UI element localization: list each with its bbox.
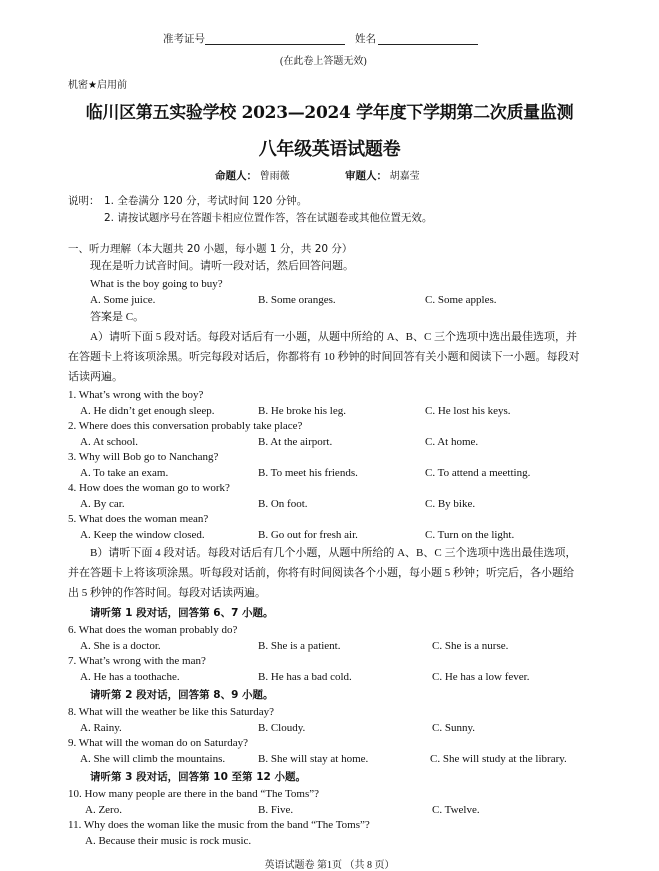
q10-option-c: C. Twelve. bbox=[432, 804, 480, 816]
q3-option-b: B. To meet his friends. bbox=[258, 467, 358, 479]
sample-option-a: A. Some juice. bbox=[90, 294, 156, 306]
q8-option-b: B. Cloudy. bbox=[258, 722, 306, 734]
q7-option-b: B. He has a bad cold. bbox=[258, 671, 352, 683]
section-heading: 一、听力理解（本大题共 20 小题，每小题 1 分，共 20 分） bbox=[68, 243, 353, 255]
q11-option-a: A. Because their music is rock music. bbox=[85, 835, 252, 847]
q9-option-a: A. She will climb the mountains. bbox=[80, 753, 226, 765]
sample-option-c: C. Some apples. bbox=[425, 294, 497, 306]
dialog-3-label: 请听第 3 段对话，回答第 10 至第 12 小题。 bbox=[90, 771, 306, 783]
q1-option-b: B. He broke his leg. bbox=[258, 405, 346, 417]
q1-option-a: A. He didn’t get enough sleep. bbox=[80, 405, 215, 417]
dialog-2-label: 请听第 2 段对话，回答第 8、9 小题。 bbox=[90, 689, 274, 701]
question-2: 2. Where does this conversation probably take place? bbox=[68, 420, 303, 432]
sample-answer: 答案是 C。 bbox=[90, 311, 145, 323]
q5-option-b: B. Go out for fresh air. bbox=[258, 529, 358, 541]
q6-option-b: B. She is a patient. bbox=[258, 640, 341, 652]
question-6: 6. What does the woman probably do? bbox=[68, 624, 238, 636]
question-4: 4. How does the woman go to work? bbox=[68, 482, 230, 494]
q10-option-a: A. Zero. bbox=[85, 804, 122, 816]
sample-option-b: B. Some oranges. bbox=[258, 294, 336, 306]
q7-option-c: C. He has a low fever. bbox=[432, 671, 530, 683]
q8-option-a: A. Rainy. bbox=[80, 722, 122, 734]
dialog-1-label: 请听第 1 段对话，回答第 6、7 小题。 bbox=[90, 607, 274, 619]
test-intro: 现在是听力试音时间。请听一段对话，然后回答问题。 bbox=[90, 260, 354, 272]
q10-option-b: B. Five. bbox=[258, 804, 294, 816]
q2-option-b: B. At the airport. bbox=[258, 436, 333, 448]
question-11: 11. Why does the woman like the music from the band “The Toms”? bbox=[68, 819, 370, 831]
question-8: 8. What will the weather be like this Saturday? bbox=[68, 706, 274, 718]
q7-option-a: A. He has a toothache. bbox=[80, 671, 180, 683]
instructions-label: 说明： bbox=[68, 195, 100, 207]
page-title: 临川区第五实验学校 2023—2024 学年度下学期第二次质量监测 bbox=[85, 103, 574, 123]
reviewer-name: 胡嘉莹 bbox=[389, 171, 420, 182]
q1-option-c: C. He lost his keys. bbox=[425, 405, 511, 417]
name-blank bbox=[378, 32, 478, 50]
page-footer: 英语试题卷 第1页 （共 8 页） bbox=[264, 860, 395, 871]
q5-option-a: A. Keep the window closed. bbox=[80, 529, 205, 541]
q6-option-c: C. She is a nurse. bbox=[432, 640, 509, 652]
exam-number-label: 准考证号 bbox=[163, 34, 205, 45]
part-a-instructions: A）请听下面 5 段对话。每段对话后有一小题，从题中所给的 A、B、C 三个选项中选出最佳选项，并在答题卡上将该项涂黑。听完每段对话后，你都将有 10 秒钟的时间回答有关小题和阅读下一小题。每段对话读两遍。 bbox=[68, 331, 580, 383]
question-5: 5. What does the woman mean? bbox=[68, 513, 209, 525]
authors-line bbox=[215, 167, 290, 183]
instruction-2: 2. 请按试题序号在答题卡相应位置作答，答在试题卷或其他位置无效。 bbox=[104, 212, 433, 224]
setter-name: 曾雨薇 bbox=[259, 171, 290, 182]
part-b-instructions: B）请听下面 4 段对话。每段对话后有几个小题，从题中所给的 A、B、C 三个选项中选出最佳选项，并在答题卡上将该项涂黑。听每段对话前，你将有时间阅读各个小题，每小题 5 秒钟；听完后，各小题给出 5 秒钟的作答时间。每段对话读两遍。 bbox=[68, 547, 577, 599]
question-10: 10. How many people are there in the band “The Toms”? bbox=[68, 788, 320, 800]
q2-option-c: C. At home. bbox=[425, 436, 479, 448]
q4-option-c: C. By bike. bbox=[425, 498, 476, 510]
q9-option-b: B. She will stay at home. bbox=[258, 753, 369, 765]
q4-option-a: A. By car. bbox=[80, 498, 125, 510]
secret-label: 机密★启用前 bbox=[68, 80, 127, 91]
q5-option-c: C. Turn on the light. bbox=[425, 529, 515, 541]
question-7: 7. What’s wrong with the man? bbox=[68, 655, 206, 667]
q8-option-c: C. Sunny. bbox=[432, 722, 475, 734]
invalid-note: (在此卷上答题无效) bbox=[280, 56, 367, 67]
q3-option-a: A. To take an exam. bbox=[80, 467, 169, 479]
q4-option-b: B. On foot. bbox=[258, 498, 308, 510]
setter-label: 命题人： bbox=[215, 170, 257, 182]
instruction-1: 1. 全卷满分 120 分，考试时间 120 分钟。 bbox=[104, 195, 308, 207]
question-1: 1. What’s wrong with the boy? bbox=[68, 389, 204, 401]
q3-option-c: C. To attend a meetting. bbox=[425, 467, 531, 479]
name-label: 姓名 bbox=[355, 34, 376, 45]
question-9: 9. What will the woman do on Saturday? bbox=[68, 737, 249, 749]
sample-question: What is the boy going to buy? bbox=[90, 278, 223, 290]
q9-option-c: C. She will study at the library. bbox=[430, 753, 567, 765]
q2-option-a: A. At school. bbox=[80, 436, 139, 448]
reviewer-line bbox=[345, 167, 420, 183]
q6-option-a: A. She is a doctor. bbox=[80, 640, 161, 652]
exam-number-blank bbox=[205, 32, 345, 50]
question-3: 3. Why will Bob go to Nanchang? bbox=[68, 451, 219, 463]
reviewer-label: 审题人： bbox=[345, 170, 387, 182]
page-subtitle: 八年级英语试题卷 bbox=[258, 139, 401, 160]
